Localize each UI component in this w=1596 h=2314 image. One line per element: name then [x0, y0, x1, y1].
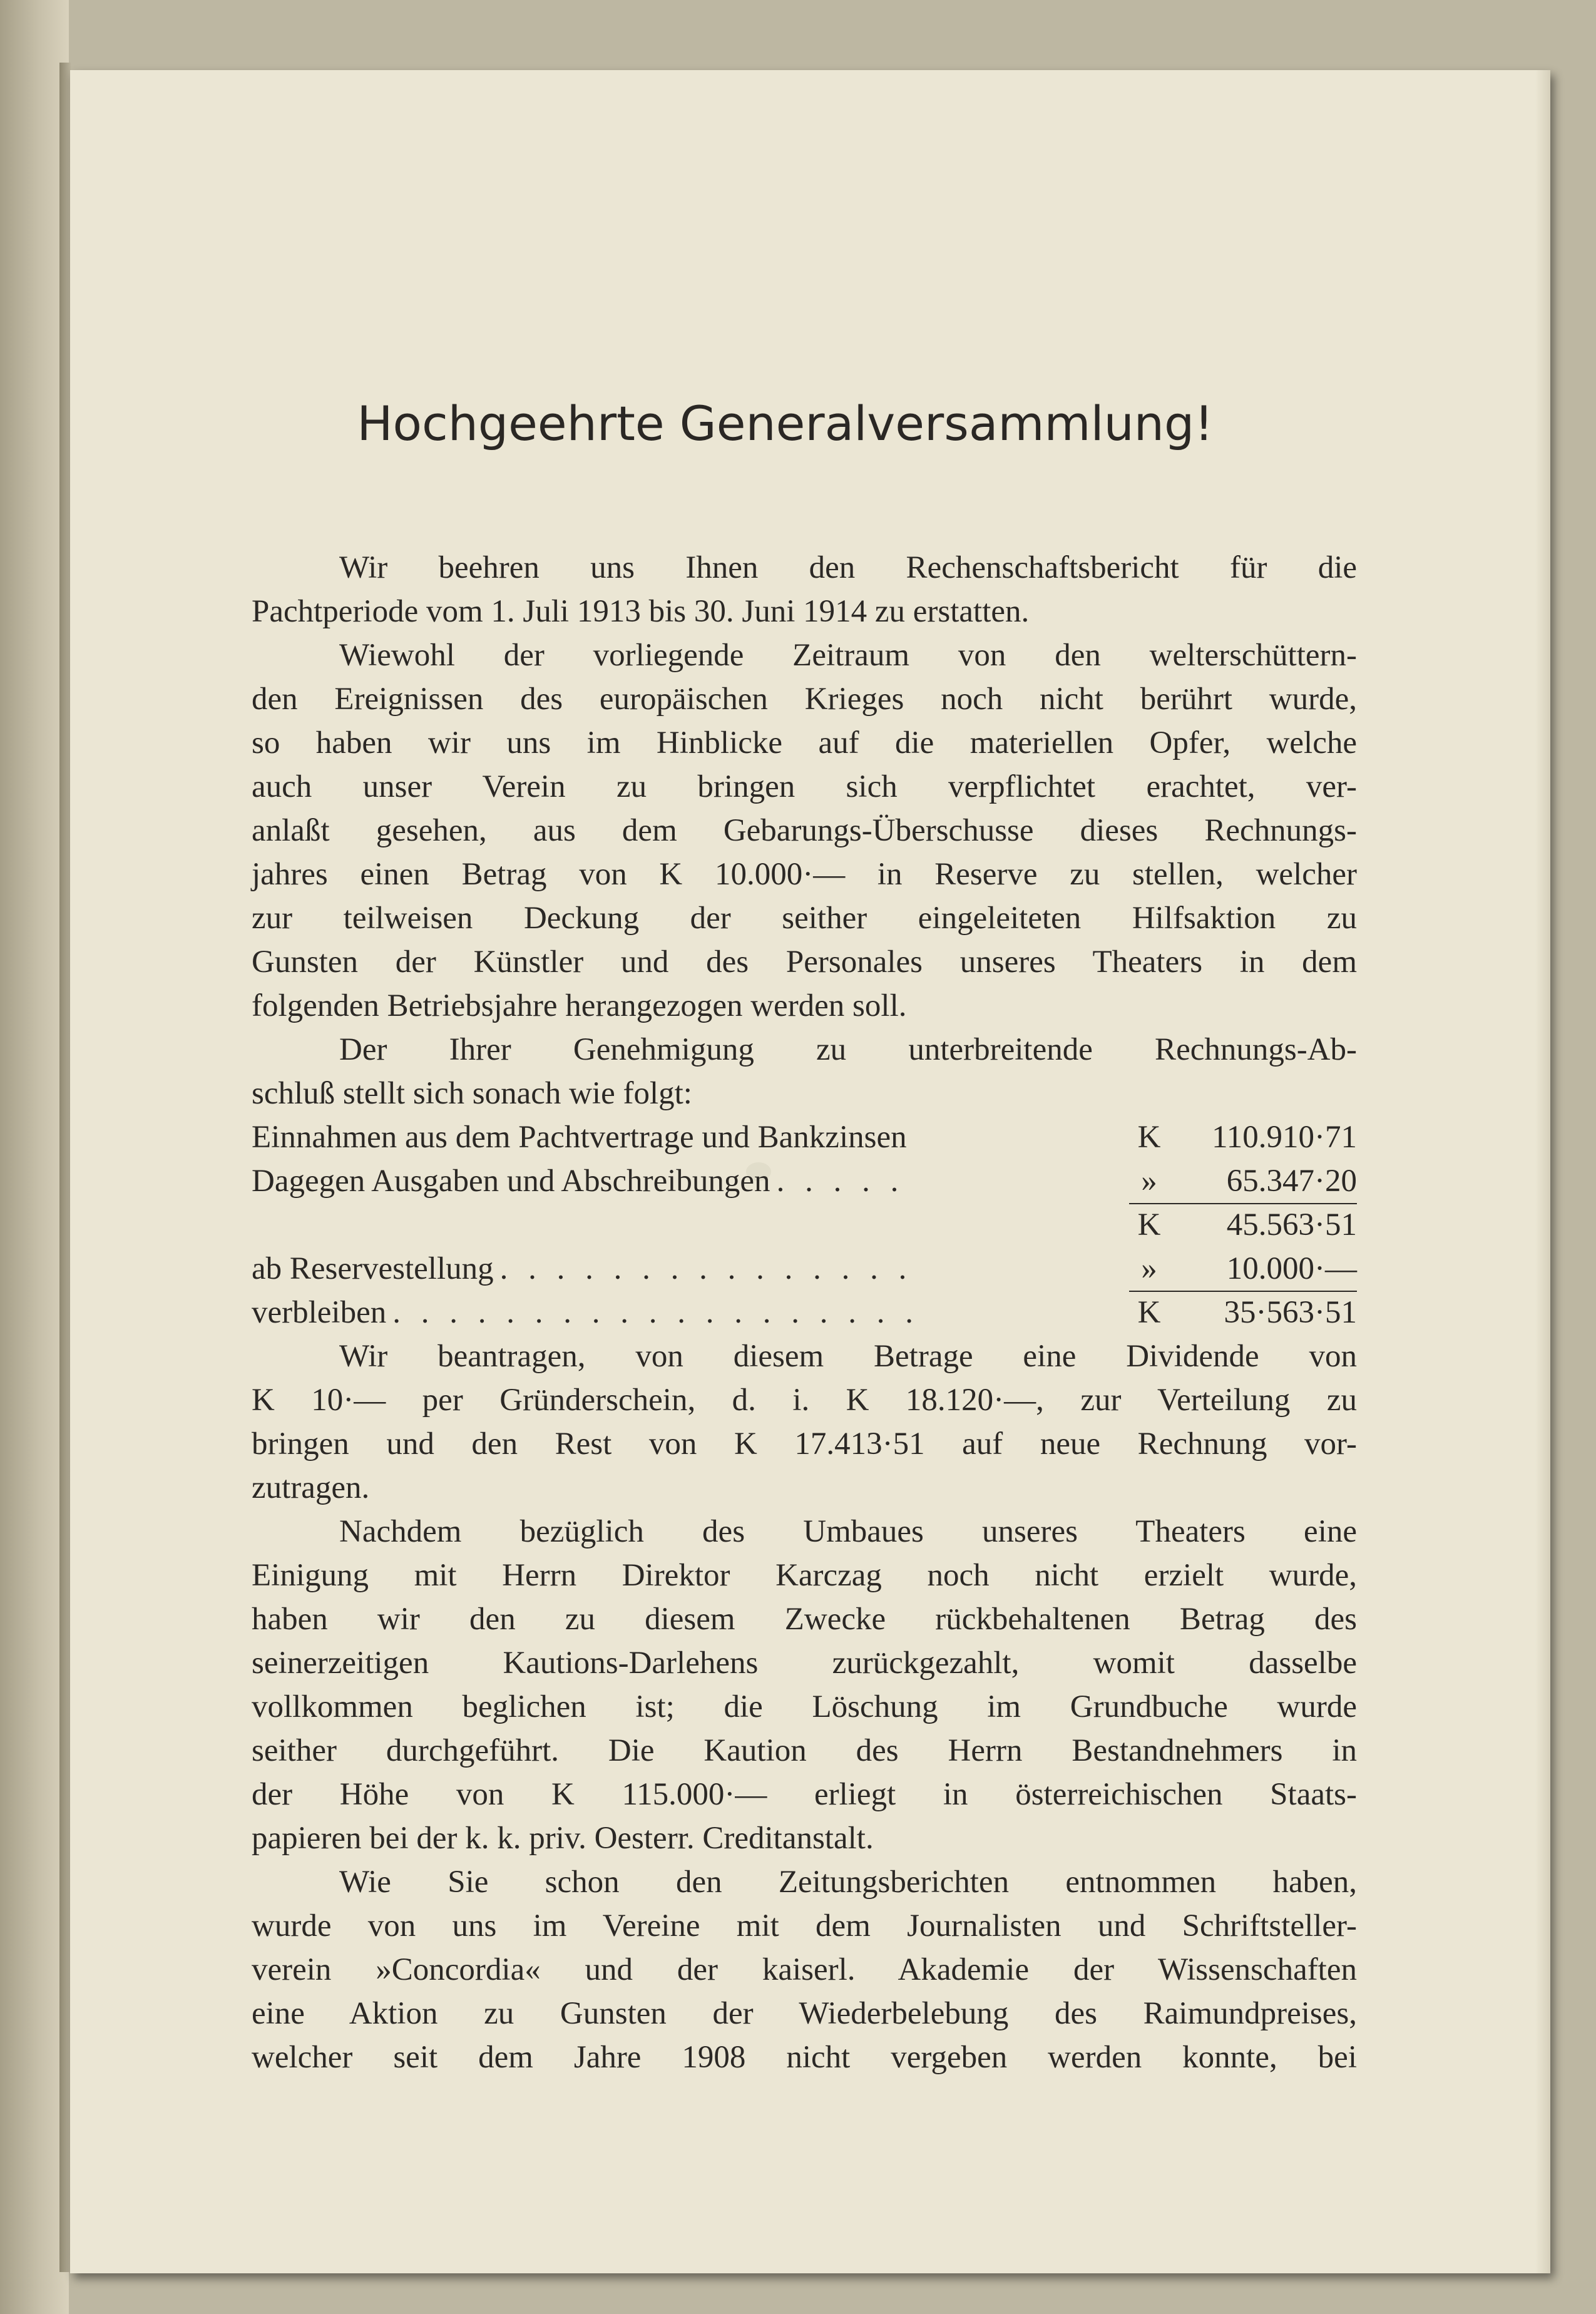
paragraph-2-line: folgenden Betriebsjahre herangezogen werden soll. — [252, 988, 907, 1023]
paragraph-2-line: Gunsten der Künstler und des Personales unseres Theaters in dem — [252, 945, 1357, 980]
paragraph-5-line: seinerzeitigen Kautions-Darlehens zurückgezahlt, womit dasselbe — [252, 1646, 1357, 1681]
page-right-edge — [1535, 70, 1550, 2273]
account-row-subtotal — [252, 1203, 1357, 1247]
account-label: verbleiben — [252, 1295, 387, 1330]
paragraph-1-line: Wir beehren uns Ihnen den Rechenschaftsbericht für die — [339, 550, 1357, 585]
paragraph-2-line: so haben wir uns im Hinblicke auf die materiellen Opfer, welche — [252, 725, 1357, 760]
account-label: ab Reservestellung — [252, 1251, 494, 1286]
paragraph-2-line: Wiewohl der vorliegende Zeitraum von den welterschüttern- — [339, 638, 1357, 673]
paragraph-6-line: eine Aktion zu Gunsten der Wiederbelebung des Raimundpreises, — [252, 1996, 1357, 2031]
paragraph-5-line: papieren bei der k. k. priv. Oesterr. Creditanstalt. — [252, 1821, 874, 1856]
paragraph-6-line: wurde von uns im Vereine mit dem Journalisten und Schriftsteller- — [252, 1908, 1357, 1943]
account-row-reserve — [252, 1247, 1357, 1291]
paragraph-4-line: Wir beantragen, von diesem Betrage eine Dividende von — [339, 1339, 1357, 1374]
paragraph-6-line: welcher seit dem Jahre 1908 nicht vergeben werden konnte, bei — [252, 2040, 1357, 2075]
paragraph-2-line: anlaßt gesehen, aus dem Gebarungs-Überschusse dieses Rechnungs- — [252, 813, 1357, 848]
account-amount: 45.563·51 — [1226, 1207, 1357, 1242]
paragraph-5-line: haben wir den zu diesem Zwecke rückbehaltenen Betrag des — [252, 1602, 1357, 1637]
page-binding-shadow — [59, 63, 71, 2272]
book-gutter — [0, 0, 69, 2314]
paragraph-1-line: Pachtperiode vom 1. Juli 1913 bis 30. Juni 1914 zu erstatten. — [252, 594, 1030, 629]
paragraph-6-line: verein »Concordia« und der kaiserl. Akademie der Wissenschaften — [252, 1952, 1357, 1987]
account-currency: K — [1137, 1295, 1161, 1330]
account-currency: » — [1141, 1164, 1157, 1199]
paragraph-2-line: den Ereignissen des europäischen Krieges noch nicht berührt wurde, — [252, 682, 1357, 717]
account-amount: 10.000·— — [1226, 1251, 1357, 1286]
paragraph-5-line: der Höhe von K 115.000·— erliegt in österreichischen Staats- — [252, 1777, 1357, 1812]
paragraph-2-line: auch unser Verein zu bringen sich verpflichtet erachtet, ver- — [252, 769, 1357, 804]
paragraph-5-line: vollkommen beglichen ist; die Löschung im Grundbuche wurde — [252, 1689, 1357, 1724]
paragraph-4-line: bringen und den Rest von K 17.413·51 auf neue Rechnung vor- — [252, 1426, 1357, 1462]
paragraph-6-line: Wie Sie schon den Zeitungsberichten entnommen haben, — [339, 1865, 1357, 1900]
paragraph-5-line: seither durchgeführt. Die Kaution des Herrn Bestandnehmers in — [252, 1733, 1357, 1768]
account-leader-dots: . . . . . . . . . . . . . . . — [499, 1251, 913, 1286]
paragraph-2-line: jahres einen Betrag von K 10.000·— in Reserve zu stellen, welcher — [252, 857, 1357, 892]
account-amount: 110.910·71 — [1212, 1120, 1357, 1155]
account-row-remaining — [252, 1291, 1357, 1334]
paragraph-5-line: Einigung mit Herrn Direktor Karczag noch nicht erzielt wurde, — [252, 1558, 1357, 1593]
paragraph-5-line: Nachdem bezüglich des Umbaues unseres Theaters eine — [339, 1514, 1357, 1549]
account-row-expenses — [252, 1159, 1357, 1203]
paragraph-3-line: Der Ihrer Genehmigung zu unterbreitende Rechnungs-Ab- — [339, 1032, 1357, 1067]
account-leader-dots: . . . . . . . . . . . . . . . . . . . — [392, 1295, 919, 1330]
paragraph-4-line: zutragen. — [252, 1470, 370, 1505]
account-label: Dagegen Ausgaben und Abschreibungen — [252, 1164, 770, 1199]
account-amount: 65.347·20 — [1226, 1164, 1357, 1199]
account-currency: K — [1137, 1120, 1161, 1155]
paragraph-3-line: schluß stellt sich sonach wie folgt: — [252, 1076, 692, 1111]
scanned-page — [70, 70, 1550, 2273]
account-row-income — [252, 1115, 1357, 1159]
page-title: Hochgeehrte Generalversammlung! — [357, 396, 1214, 451]
paragraph-4-line: K 10·— per Gründerschein, d. i. K 18.120·—, zur Verteilung zu — [252, 1383, 1357, 1418]
account-label: Einnahmen aus dem Pachtvertrage und Bankzinsen — [252, 1120, 907, 1155]
body-text — [252, 546, 1357, 2079]
account-currency: » — [1141, 1251, 1157, 1286]
account-currency: K — [1137, 1207, 1161, 1242]
account-leader-dots: . . . . . — [776, 1164, 905, 1199]
paragraph-2-line: zur teilweisen Deckung der seither eingeleiteten Hilfsaktion zu — [252, 901, 1357, 936]
account-amount: 35·563·51 — [1224, 1295, 1357, 1330]
